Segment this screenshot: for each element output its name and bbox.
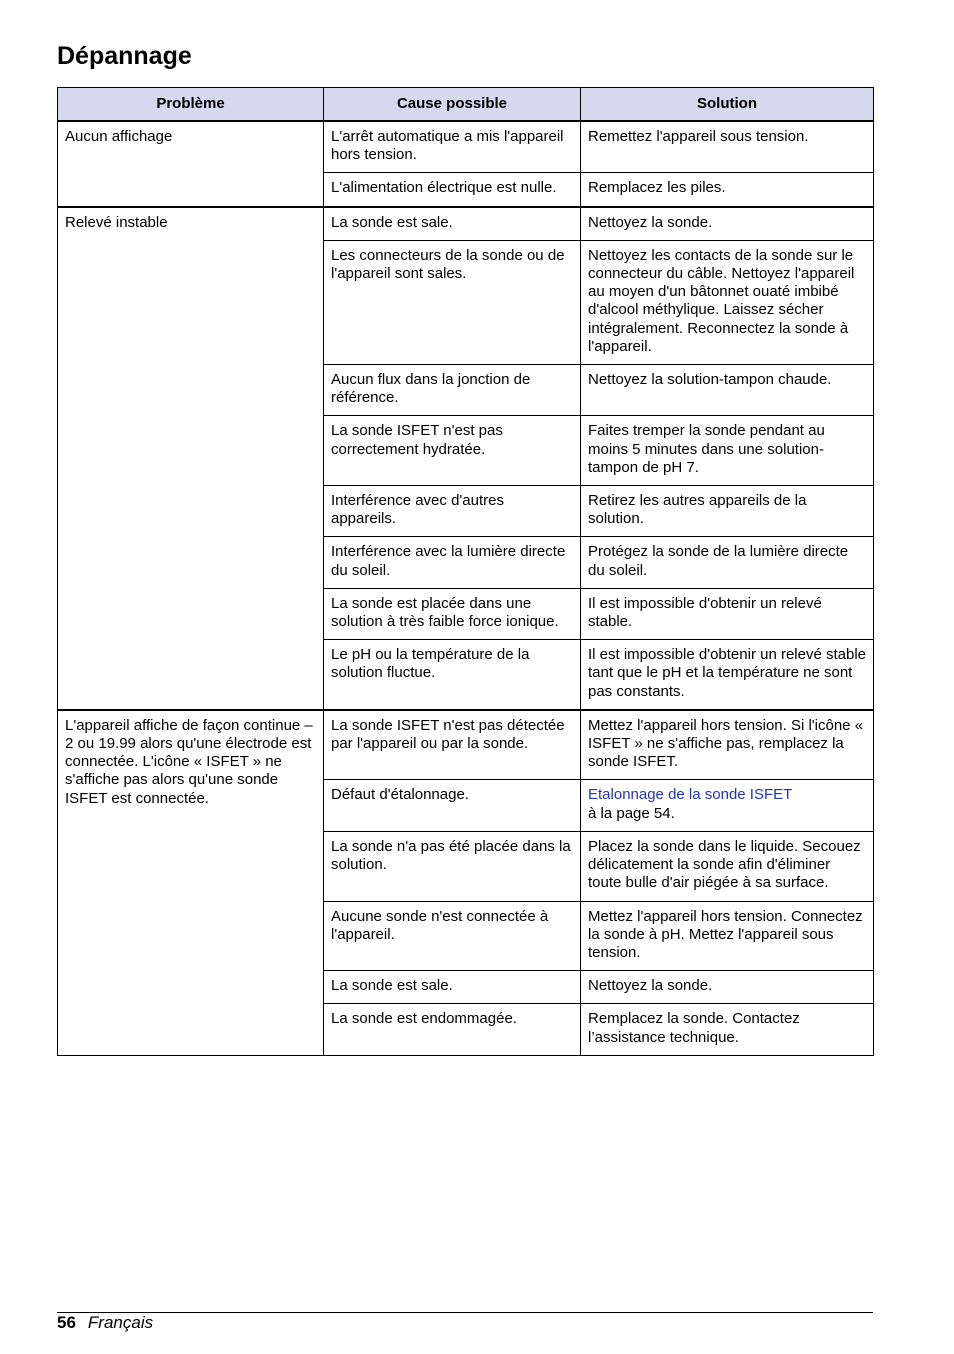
solution-cell: Remplacez les piles.: [581, 173, 874, 207]
problem-cell: Aucun affichage: [58, 121, 324, 207]
page-language: Français: [87, 1313, 154, 1332]
cause-cell: Défaut d'étalonnage.: [324, 780, 581, 831]
troubleshooting-table: [57, 87, 874, 1056]
header-problem: Problème: [58, 88, 324, 122]
cause-cell: Les connecteurs de la sonde ou de l'appareil sont sales.: [324, 240, 581, 364]
cause-cell: L'alimentation électrique est nulle.: [324, 173, 581, 207]
header-cause: Cause possible: [324, 88, 581, 122]
cause-cell: La sonde est sale.: [324, 971, 581, 1004]
solution-cell: Mettez l'appareil hors tension. Connectez la sonde à pH. Mettez l'appareil sous tension.: [581, 901, 874, 971]
page-number: 56: [57, 1313, 76, 1332]
page-title: Dépannage: [57, 42, 192, 70]
cause-cell: Aucune sonde n'est connectée à l'appareil.: [324, 901, 581, 971]
table-header-row: [58, 88, 874, 122]
solution-cell: Mettez l'appareil hors tension. Si l'icône « ISFET » ne s'affiche pas, remplacez la sonde ISFET.: [581, 710, 874, 780]
cause-cell: La sonde n'a pas été placée dans la solution.: [324, 831, 581, 901]
solution-cell: Nettoyez les contacts de la sonde sur le connecteur du câble. Nettoyez l'appareil au moyen d'un bâtonnet ouaté imbibé d'alcool méthylique. Laissez sécher intégralement. Reconnectez la sonde à l'appareil.: [581, 240, 874, 364]
cause-cell: Interférence avec d'autres appareils.: [324, 486, 581, 537]
cause-cell: Interférence avec la lumière directe du soleil.: [324, 537, 581, 588]
header-solution: Solution: [581, 88, 874, 122]
table-row: [58, 121, 874, 173]
problem-cell: Relevé instable: [58, 207, 324, 710]
cause-cell: La sonde est placée dans une solution à très faible force ionique.: [324, 588, 581, 639]
table-row: [58, 710, 874, 780]
cause-cell: La sonde est sale.: [324, 207, 581, 241]
solution-cell: Il est impossible d'obtenir un relevé stable tant que le pH et la température ne sont pas constants.: [581, 640, 874, 710]
table-row: [58, 207, 874, 241]
cause-cell: Aucun flux dans la jonction de référence.: [324, 365, 581, 416]
solution-cell: Nettoyez la solution-tampon chaude.: [581, 365, 874, 416]
cause-cell: La sonde est endommagée.: [324, 1004, 581, 1055]
calibration-link[interactable]: Etalonnage de la sonde ISFET: [588, 786, 793, 804]
page-footer: [57, 1313, 153, 1333]
solution-cell: Nettoyez la sonde.: [581, 207, 874, 241]
solution-cell: Nettoyez la sonde.: [581, 971, 874, 1004]
solution-cell: Remplacez la sonde. Contactez l’assistance technique.: [581, 1004, 874, 1055]
solution-cell: Il est impossible d'obtenir un relevé stable.: [581, 588, 874, 639]
solution-cell: Placez la sonde dans le liquide. Secouez délicatement la sonde afin d'éliminer toute bulle d'air piégée à sa surface.: [581, 831, 874, 901]
solution-cell: Retirez les autres appareils de la solution.: [581, 486, 874, 537]
cause-cell: La sonde ISFET n'est pas détectée par l'appareil ou par la sonde.: [324, 710, 581, 780]
problem-cell: L'appareil affiche de façon continue –2 ou 19.99 alors qu'une électrode est connectée. L'icône « ISFET » ne s'affiche pas alors qu'une sonde ISFET est connectée.: [58, 710, 324, 1055]
solution-cell: Faites tremper la sonde pendant au moins 5 minutes dans une solution-tampon de pH 7.: [581, 416, 874, 486]
solution-cell: Remettez l'appareil sous tension.: [581, 121, 874, 173]
solution-cell: [581, 780, 874, 831]
cause-cell: La sonde ISFET n'est pas correctement hydratée.: [324, 416, 581, 486]
solution-cell: Protégez la sonde de la lumière directe du soleil.: [581, 537, 874, 588]
cause-cell: L'arrêt automatique a mis l'appareil hors tension.: [324, 121, 581, 173]
cause-cell: Le pH ou la température de la solution fluctue.: [324, 640, 581, 710]
footer-divider: [57, 1312, 873, 1313]
solution-text: à la page 54.: [588, 804, 675, 822]
